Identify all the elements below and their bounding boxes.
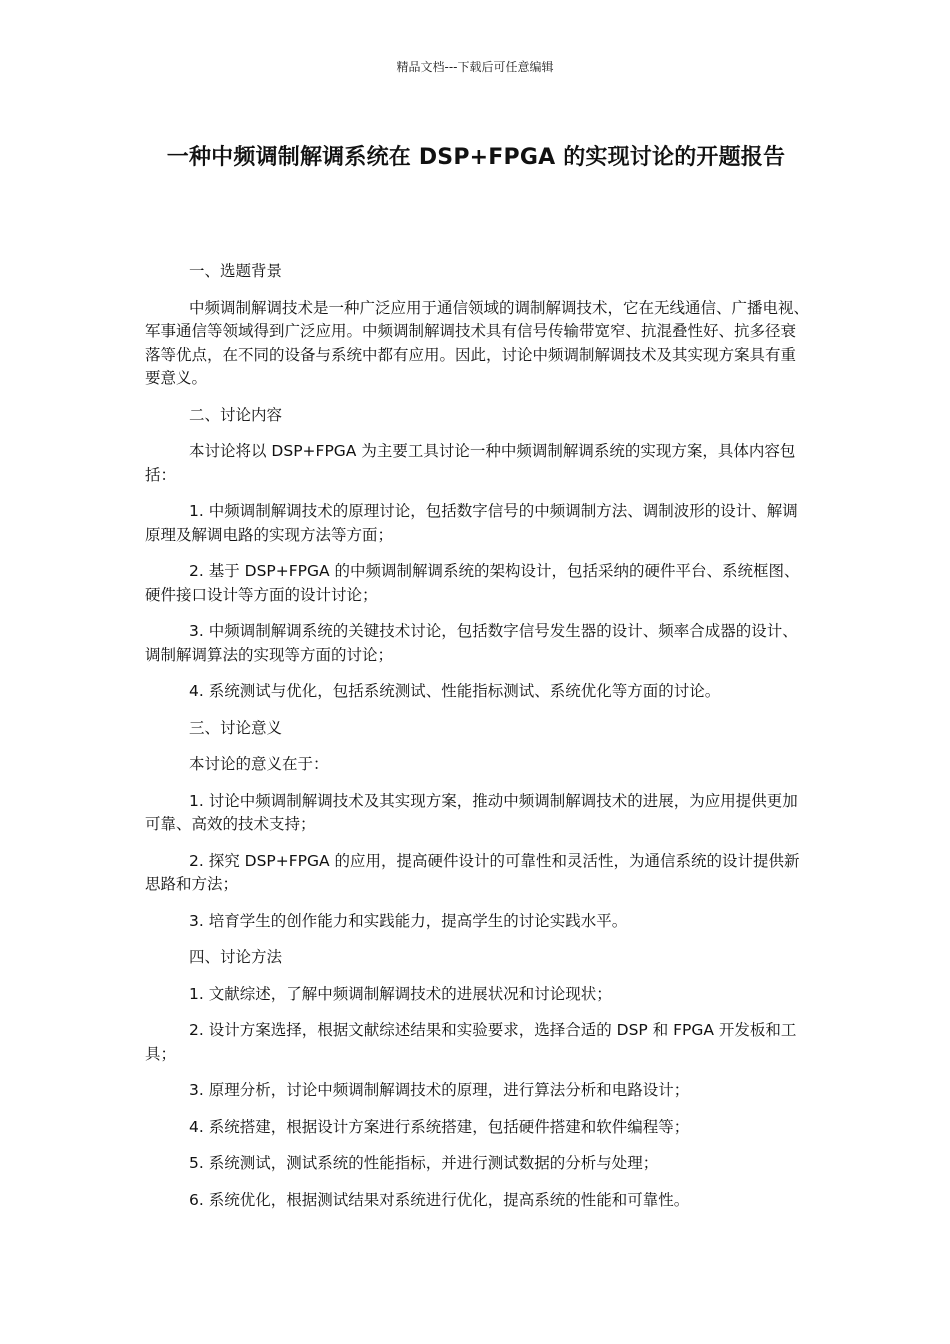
list-item: 6. 系统优化，根据测试结果对系统进行优化，提高系统的性能和可靠性。 (189, 1190, 690, 1209)
list-item: 5. 系统测试，测试系统的性能指标，并进行测试数据的分析与处理； (189, 1154, 659, 1172)
list-item: 2. 探究 DSP+FPGA 的应用，提高硬件设计的可靠性和灵活性，为通信系统的设计提供新思路和方法； (145, 851, 800, 893)
section-heading-background: 一、选题背景 (189, 262, 283, 280)
list-item: 3. 培育学生的创作能力和实践能力，提高学生的讨论实践水平。 (189, 911, 628, 930)
section-heading-content: 二、讨论内容 (189, 405, 283, 424)
list-item: 4. 系统搭建，根据设计方案进行系统搭建，包括硬件搭建和软件编程等； (189, 1117, 690, 1136)
header-note: 精品文档---下载后可任意编辑 (396, 60, 554, 74)
list-item: 1. 中频调制解调技术的原理讨论，包括数字信号的中频调制方法、调制波形的设计、解调原理及解调电路的实现方法等方面； (145, 502, 798, 544)
section-heading-significance: 三、讨论意义 (189, 718, 283, 737)
section-heading-methods: 四、讨论方法 (189, 948, 283, 966)
list-item: 4. 系统测试与优化，包括系统测试、性能指标测试、系统优化等方面的讨论。 (189, 682, 721, 700)
document-body (145, 260, 810, 1225)
list-item: 3. 原理分析，讨论中频调制解调技术的原理，进行算法分析和电路设计； (189, 1081, 690, 1099)
list-item: 1. 文献综述，了解中频调制解调技术的进展状况和讨论现状； (189, 984, 612, 1003)
document-title: 一种中频调制解调系统在 DSP+FPGA 的实现讨论的开题报告 (166, 145, 786, 170)
list-item: 2. 基于 DSP+FPGA 的中频调制解调系统的架构设计，包括采纳的硬件平台、系统框图、硬件接口设计等方面的设计讨论； (145, 562, 800, 604)
paragraph: 中频调制解调技术是一种广泛应用于通信领域的调制解调技术，它在无线通信、广播电视、军事通信等领域得到广泛应用。中频调制解调技术具有信号传输带宽窄、抗混叠性好、抗多径衰落等优点，在不同的设备与系统中都有应用。因此，讨论中频调制解调技术及其实现方案具有重要意义。 (145, 298, 810, 387)
list-item: 2. 设计方案选择，根据文献综述结果和实验要求，选择合适的 DSP 和 FPGA 开发板和工具； (145, 1021, 797, 1063)
list-item: 3. 中频调制解调系统的关键技术讨论，包括数字信号发生器的设计、频率合成器的设计、调制解调算法的实现等方面的讨论； (145, 622, 798, 664)
list-item: 1. 讨论中频调制解调技术及其实现方案，推动中频调制解调技术的进展，为应用提供更加可靠、高效的技术支持； (145, 791, 798, 833)
paragraph: 本讨论的意义在于： (189, 755, 329, 773)
paragraph: 本讨论将以 DSP+FPGA 为主要工具讨论一种中频调制解调系统的实现方案，具体内容包括： (145, 442, 796, 484)
